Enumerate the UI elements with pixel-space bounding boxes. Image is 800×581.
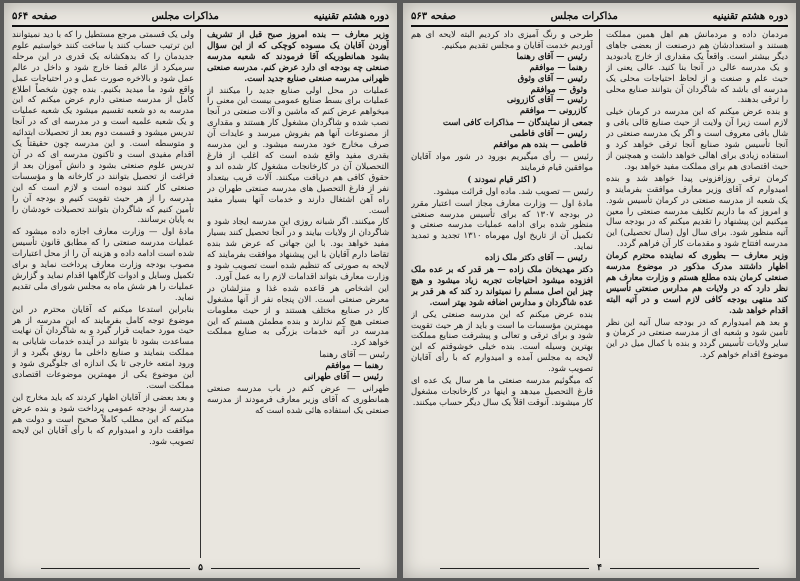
speaker-paragraph: وزیر معارف — بنده امروز صبح قبل از تشریف آوردن آقایان یک مسوده کوچکی که از این سؤال بشود همانطوریکه آقا فرمودند که شعبه مدرسه صنعتی چه بودجه ای دارد عرض کنم. مدرسه صنعتی ظهرانی مدرسه صنعتی صنایع جدید است. bbox=[207, 29, 389, 83]
footer-rule bbox=[610, 568, 759, 569]
body-paragraph: بنده عرض میکنم که این مدرسه صنعتی یکی از مهمترین مؤسسات ما است و باید از هر حیث تقویت شود و برای ترقی و تعالی و پیشرفت صنایع مملکت بهترین وسیله است. بنده خیلی خوشوقتم که این لایحه به مجلس آمده و امیدوارم که با رأی آقایان تصویب شود. bbox=[411, 308, 593, 374]
body-paragraph: مردمان داده و مردمانش هم اهل همین مملکت هستند و استعدادشان هم درصنعت از بعضی جاهای دیگر بیشتر است. واقعاً یک مقداری از خارج یادبودید و یک مدرسه عالی در آنجا بنا کنید. عالی یعنی از حیث علم و صنعت و از لحاظ احتیاجات محلی یک مدرسه ای باشد که شاگردان آن بتوانند صنایع محلی را ترقی بدهند. bbox=[606, 29, 788, 105]
right-page-column-right bbox=[606, 29, 788, 558]
right-page-column-left bbox=[411, 29, 593, 558]
body-paragraph: عملیات در محل اولی صنایع جدید را میکنند از عملیات برای بسط صنایع عمومی بیست این معنی را میخواهم عرض کنم که ماشین و آلات صنعتی در آنجا نصب شده و شاگردان مشغول کار هستند و مقداری از مصنوعات آنها هم بفروش میرسد و عایدات آن صرف مخارج خود مدرسه میشود. و این مدرسه بقدری مفید واقع شده است که اغلب از فارغ التحصیلان آن در کارخانجات مشغول کار شده اند و حقوق کافی هم دریافت میکنند. آلات قریب بیتعداد نفر از فارغ التحصیل های مدرسه صنعتی طهران در راه آهن اشتغال دارند و خدمات آنها بسیار مفید است. bbox=[207, 84, 389, 215]
speaker-line: رهنما — موافقم bbox=[325, 360, 383, 371]
body-paragraph: مادهٔ اول — وزارت معارف اجازه داده میشود که عملیات مدرسه صنعتی را که مطابق قانون تأسیس شده است ادامه داده و هزینه آن را از محل اعتبارات مصوب بودجه وزارت معارف پرداخت نماید و برای تکمیل وسایل و ادوات کارگاهها اقدام نماید و گزارش عملیات را هر شش ماه به مجلس شورای ملی تقدیم نماید. bbox=[12, 226, 194, 302]
footer-rule bbox=[211, 568, 360, 569]
left-page bbox=[4, 3, 397, 578]
left-page-folio: ۵ bbox=[198, 563, 203, 573]
body-paragraph: کار میکنند. اگر شبانه روزی این مدرسه ایجاد شود و شاگردان از ولایات بیایند و در آنجا تحصیل کنند بسیار مفید خواهد بود. با این جهاتی که عرض شد بنده تقاضا دارم آقایان با این پیشنهاد موافقت بفرمایند که لایحه به صورتی که تنظیم شده است تصویب شود و وزارت معارف بتواند اقدامات لازم را به عمل آورد. bbox=[207, 216, 389, 281]
speaker-line: کازرونی — موافقم bbox=[519, 105, 587, 116]
speaker-line: وثوق — موافقم bbox=[530, 83, 587, 94]
vote-note: ( اکثر قیام نمودند ) bbox=[467, 173, 537, 184]
column-divider bbox=[599, 29, 600, 558]
right-page-columns bbox=[411, 29, 788, 558]
left-page-column-left bbox=[12, 29, 194, 558]
body-paragraph: رئیس — رأی میگیریم بورود در شور مواد آقایان موافقین قیام فرمایند bbox=[411, 150, 593, 172]
body-paragraph: مادهٔ اول — وزارت معارف مجاز است اعتبار مقرر در بودجه ۱۳۰۷ که برای تأسیس مدرسه صنعتی منظور شده برای ادامه عملیات مدرسه صنعتی و تکمیل آن از تاریخ اول مهرماه ۱۳۱۰ تجدید و تمدید نماید. bbox=[411, 197, 593, 252]
left-page-column-right bbox=[207, 29, 389, 558]
speaker-line: رئیس — آقای دکتر ملک زاده bbox=[484, 252, 587, 263]
body-paragraph: کرمان ترقی روزافزونی پیدا خواهد شد و بنده امیدوارم که آقای وزیر معارف موافقت بفرمایند و یک شعبه از مدرسه صنعتی در کرمان تأسیس شود. و امروز که ما داریم تکلیف مدرسه صنعتی را معین میکنیم این پیشنهاد را تقدیم میکنم که در بودجه سال آتیه منظور شود. برای سال اول (سال تحصیلی) این مدرسه افتتاح شود و مقدمات کار آن فراهم گردد. bbox=[606, 172, 788, 249]
right-page-footer bbox=[403, 562, 796, 574]
body-paragraph: رئیس — تصویب شد. ماده اول قرائت میشود. bbox=[433, 185, 593, 196]
right-header-title: مذاکرات مجلس bbox=[550, 10, 618, 22]
body-paragraph: بنابراین استدعا میکنم که آقایان محترم در این موضوع توجه کامل بفرمایند که این مدرسه از هر حیث مورد حمایت قرار گیرد و به شاگردان آن نهایت مساعدت بشود تا بتوانند در آینده خدمات شایانی به مملکت بنمایند و صنایع داخلی ما رونق بگیرد و از ورود امتعه خارجی تا یک اندازه ای جلوگیری شود و این موضوع یکی از مهمترین موضوعات اقتصادی مملکت است. bbox=[12, 303, 194, 390]
speaker-line: رئیس — آقای طهرانی bbox=[304, 371, 383, 382]
speaker-line: رهنما — موافقم bbox=[529, 61, 587, 72]
body-paragraph: که میگوئیم مدرسه صنعتی ما هر سال یک عده ای فارغ التحصیل میدهد و اینها در کارخانجات مشغول کار میشوند. آنوقت اقلاً یک سال دیگر حساب میکنند. bbox=[411, 375, 593, 407]
column-divider bbox=[200, 29, 201, 558]
body-paragraph: ولی یک قسمتی مرجع مستطیل را که با دید نمیتوانند این ترتیب حساب کنند یا ساخت کنند خواستیم علوم جدیدمان را که بدهکشانه یک قدری در این مرحله سرمیکرد از عالم قضا خارج شود و داخل در عالم عمل شود و بالاخره صورت عمل و در احتیاجات عمل واقع شود ما میدید بکنیم. بنده چون شخصاً اطلاع کامل از مدرسه صنعتی دارم عرض میکنم که این مدرسه به دو شعبه تقسیم میشود یک شعبه عملیات و یک شعبه علمیه است و در مدرسه ای که در آنجا تدریس میشود و قسمت دوم بعد از تحصیلات ابتدائیه و متوسطه است. و این مدرسه چون حقیقتاً یک اقدام مفیدی است و تاکنون مدرسه ای که در آن تدریس علوم صنعتی بشود و دانش آموزان بعد از فراغت از تحصیل بتوانند در کارخانه ها و مؤسسات صنعتی کار کنند نبوده است و لازم است که این مدرسه را از هر حیث تقویت کنیم و بودجه آن را تأمین کنیم که شاگردان بتوانند تحصیلات خودشان را به پایان برسانند. bbox=[12, 29, 194, 225]
speaker-line: رئیس — آقای رهنما bbox=[516, 50, 587, 61]
left-header-title: مذاکرات مجلس bbox=[151, 10, 219, 22]
body-paragraph: طهرانی — عرض کنم در باب مدرسه صنعتی همانطوری که آقای وزیر معارف فرمودند از مدرسه صنعتی یک استفاده هائی شده است که bbox=[207, 383, 389, 415]
body-paragraph: این اشخاص هر قاعده شده غذا و منزلشان در معرض صنعتی است. الان پنجاه نفر از آنها مشغول کار در صنایع مختلف هستند و از حیث معلومات صنعتی هیچ کم ندارند و بنده مطمئن هستم که این مدرسه در آتیه خدمات بزرگی به صنایع مملکت خواهد کرد. bbox=[207, 282, 389, 348]
body-paragraph: و بعد هم امیدوارم که در بودجه سال آتیه این نظر تأمین شود و شعبه ای از مدرسه صنعتی در کرمان و سایر ولایات تأسیس گردد و بنده با کمال میل در این موضوع اقدام خواهم کرد. bbox=[606, 316, 788, 360]
footer-rule bbox=[440, 568, 589, 569]
speaker-line: فاطمی — بنده هم موافقم bbox=[493, 139, 587, 150]
right-header-session: دوره هشتم تقنینیه bbox=[712, 10, 788, 22]
right-header-page-number: صفحه ۵۶۳ bbox=[411, 10, 456, 22]
book-spread bbox=[4, 3, 796, 578]
speaker-line: رئیس — آقای کازرونی bbox=[506, 94, 587, 105]
body-paragraph: طرحی و رنگ آمیزی داد کردیم البته لایحه ای هم آوردیم خدمت آقایان و مجلس تقدیم میکنیم. bbox=[411, 29, 593, 50]
right-page-header bbox=[411, 7, 788, 27]
body-paragraph: و بنده عرض میکنم که این مدرسه در کرمان خیلی لازم است زیرا آن ولایت از حیث صنایع قالی بافی و شال بافی معروف است و اگر یک مدرسه صنعتی در آنجا تأسیس شود صنایع آنجا ترقی خواهد کرد و استفاده زیادی برای اهالی خواهد داشت و همچنین از حیث اقتصادی هم برای مملکت مفید خواهد بود. bbox=[606, 106, 788, 171]
right-page bbox=[403, 3, 796, 578]
speaker-line: رئیس — آقای فاطمی bbox=[509, 128, 587, 139]
left-header-session: دوره هشتم تقنینیه bbox=[313, 10, 389, 22]
left-page-columns bbox=[12, 29, 389, 558]
right-page-folio: ۴ bbox=[597, 563, 602, 573]
speaker-paragraph: وزیر معارف — بطوری که نماینده محترم کرمان اظهار داشتند مدرک مذکور در موضوع مدرسه صنعتی کرمان بنده مطلع هستم و وزارت معارف هم نظر دارد که در ولایات هم مدارس صنعتی تأسیس کند منتهی بودجه کافی لازم است و در آتیه البته اقدام خواهد شد. bbox=[606, 250, 788, 315]
speaker-line: رئیس — آقای وثوق bbox=[517, 72, 587, 83]
body-paragraph: و بعد بعضی از آقایان اظهار کردند که باید مخارج این مدرسه از بودجه عمومی پرداخت شود و بنده عرض میکنم که این مطلب کاملاً صحیح است و دولت هم موافقت دارد و امیدوارم که با رأی آقایان این لایحه تصویب شود. bbox=[12, 391, 194, 446]
body-paragraph: رئیس — آقای رهنما bbox=[319, 349, 389, 360]
left-page-header bbox=[12, 7, 389, 27]
footer-rule bbox=[41, 568, 190, 569]
left-page-footer bbox=[4, 562, 397, 574]
speaker-paragraph: جمعی از نمایندگان — مذاکرات کافی است bbox=[442, 117, 593, 128]
speaker-paragraph: دکتر مهدیخان ملک زاده — هر قدر که بر عده ملک افزوده میشود احتیاجات تجربه زیاد میشود و هیچ چیز این اصل مسلم را نمیتواند رد کند که هر قدر بر عده شاگردان و مدارس اضافه شود بهتر است. bbox=[411, 264, 593, 307]
left-header-page-number: صفحه ۵۶۴ bbox=[12, 10, 57, 22]
